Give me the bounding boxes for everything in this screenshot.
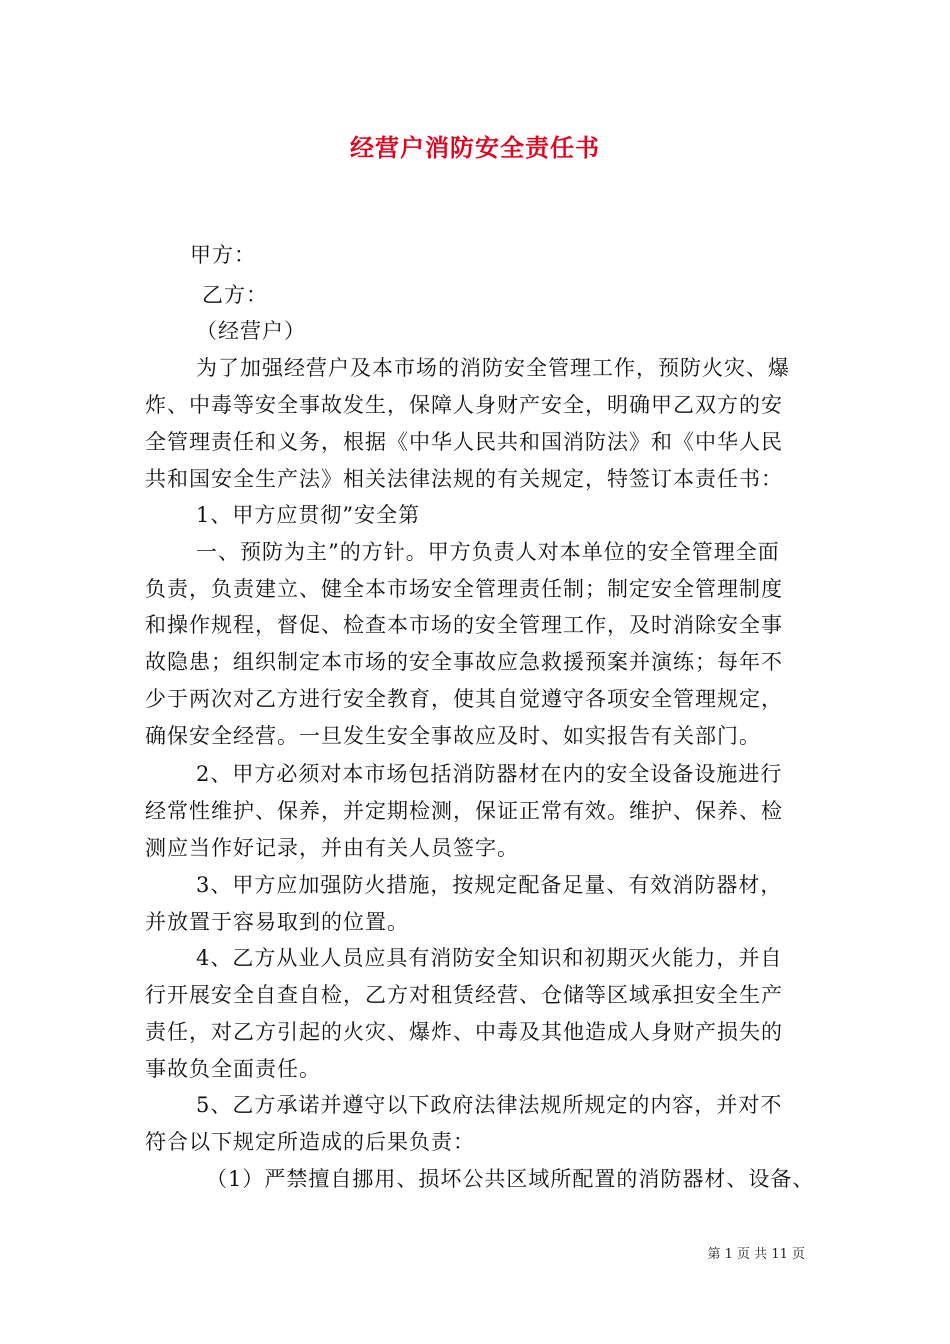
page-number: 第 1 页 共 11 页 [707,1247,805,1262]
clause-1-line: 1、甲方应贯彻”安全第 [196,503,421,527]
clause-1-line: 故隐患；组织制定本市场的安全事故应急救援预案并演练；每年不 [145,650,783,674]
clause-1-line: 一、预防为主”的方针。甲方负责人对本单位的安全管理全面 [196,540,780,564]
body-line: 共和国安全生产法》相关法律法规的有关规定，特签订本责任书： [145,467,783,491]
party-b-note: （经营户） [196,319,306,343]
party-a-label: 甲方： [190,243,256,267]
clause-2-line: 经常性维护、保养，并定期检测，保证正常有效。维护、保养、检 [145,799,783,823]
party-b-label: 乙方： [202,283,268,307]
clause-2-line: 测应当作好记录，并由有关人员签字。 [145,836,519,860]
clause-4-line: 行开展安全自查自检，乙方对租赁经营、仓储等区域承担安全生产 [145,983,783,1007]
clause-4-line: 事故负全面责任。 [145,1057,321,1081]
document-title: 经营户消防安全责任书 [350,133,600,162]
clause-1-line: 少于两次对乙方进行安全教育，使其自觉遵守各项安全管理规定， [145,687,783,711]
clause-1-line: 确保安全经营。一旦发生安全事故应及时、如实报告有关部门。 [145,724,761,748]
clause-2-line: 2、甲方必须对本市场包括消防器材在内的安全设备设施进行 [196,762,783,786]
clause-5-line: 符合以下规定所造成的后果负责： [145,1130,475,1154]
body-line: 炸、中毒等安全事故发生，保障人身财产安全，明确甲乙双方的安 [145,393,783,417]
body-line: 全管理责任和义务，根据《中华人民共和国消防法》和《中华人民 [145,430,783,454]
clause-3-line: 3、甲方应加强防火措施，按规定配备足量、有效消防器材， [196,873,783,897]
clause-4-line: 责任，对乙方引起的火灾、爆炸、中毒及其他造成人身财产损失的 [145,1020,783,1044]
clause-1-line: 负责，负责建立、健全本市场安全管理责任制；制定安全管理制度 [145,577,783,601]
clause-3-line: 并放置于容易取到的位置。 [145,910,409,934]
clause-5-item-1: （1）严禁擅自挪用、损坏公共区域所配置的消防器材、设备、 [206,1167,815,1191]
clause-1-line: 和操作规程，督促、检查本市场的安全管理工作，及时消除安全事 [145,613,783,637]
clause-4-line: 4、乙方从业人员应具有消防安全知识和初期灭火能力，并自 [196,946,783,970]
body-line: 为了加强经营户及本市场的消防安全管理工作，预防火灾、爆 [196,356,790,380]
clause-5-line: 5、乙方承诺并遵守以下政府法律法规所规定的内容，并对不 [196,1093,783,1117]
